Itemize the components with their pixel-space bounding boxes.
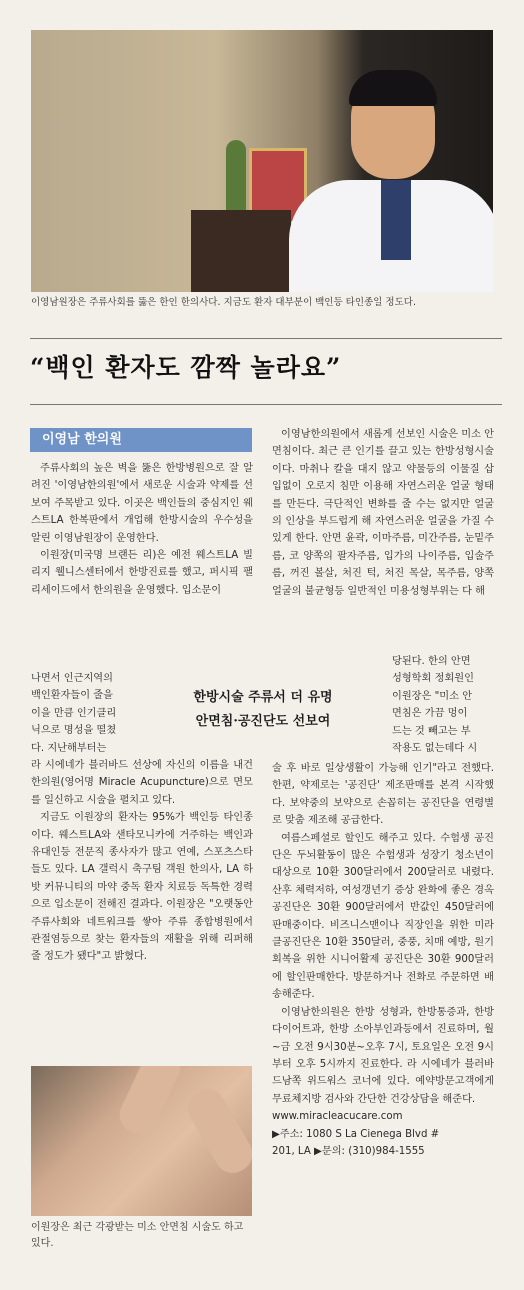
doctor-photo — [31, 30, 493, 292]
hand-image — [181, 1083, 252, 1180]
top-photo-caption: 이영남원장은 주류사회를 뚫은 한인 한의사다. 지금도 환자 대부분이 백인등 타인종일 정도다. — [31, 297, 416, 308]
right-column — [272, 426, 494, 600]
pullquote — [134, 682, 392, 756]
left-column-bottom — [31, 757, 253, 966]
bottom-photo-caption: 이원장은 최근 각광받는 미소 안면침 시술도 하고 있다. — [31, 1222, 244, 1249]
paragraph-line: 나면서 인근지역의 — [31, 673, 113, 684]
paragraph-line: 이을 만큼 인기클리 — [31, 707, 117, 719]
doctor-scrub-image — [381, 180, 411, 260]
paragraph-line: 닉으로 명성을 떨쳤 — [31, 725, 117, 737]
paragraph-line: 면침은 가끔 멍이 — [392, 708, 468, 720]
pullquote-line: 한방시술 주류서 더 유명 — [193, 690, 333, 705]
paragraph: 주류사회의 높은 벽을 뚫은 한방병원으로 잘 알려진 '이영남한의원'에서 새로운 시술과 약제를 선보여 주목받고 있다. 이곳은 백인들의 중심지인 웨스트LA 한복판에서 개업해 한방시술의 우수성을 알린 이영남원장이 운영한다. — [31, 463, 253, 544]
left-column-wrap — [31, 670, 133, 757]
paragraph: 여름스페셜로 할인도 해주고 있다. 수험생 공진단은 두뇌활동이 많은 수험생과 성장기 청소년이 대상으로 10환 300달러에서 200달러로 내렸다. 산후 체력저하, 여성갱년기 증상 완화에 좋은 경옥공진단은 30환 900달러에서 반값인 450달러에 판매중이다. 비즈니스맨이나 직장인을 위한 미라클공진단은 10환 350달러, 중풍, 치매 예방, 원기 회복을 위한 시니어활제 공진단은 30환 900달러에 할인판매한다. 방문하거나 전화로 주문하면 배송해준다. — [272, 832, 494, 1001]
pullquote-line: 안면침·공진단도 선보여 — [195, 714, 331, 729]
headline: “백인 환자도 깜짝 놀라요” — [30, 353, 342, 382]
divider — [30, 338, 502, 339]
right-column-wrap — [392, 653, 494, 757]
website-link[interactable]: www.miracleacucare.com — [272, 1111, 403, 1123]
divider — [30, 404, 502, 405]
address-line: ▶주소: 1080 S La Cienega Blvd # — [272, 1128, 440, 1140]
paragraph: 이영남한의원에서 새롭게 선보인 시술은 미소 안면침이다. 최근 큰 인기를 끌고 있는 한방성형시술이다. 마취나 칼을 대지 않고 약물등의 이물질 삽입없이 오로지 침만 이용해 자연스러운 얼굴 형태를 만든다. 극단적인 변화를 줄 수는 없지만 얼굴의 인상을 부드럽게 해 자연스러운 얼굴을 가질 수 있게 한다. 안면 윤곽, 이마주름, 미간주름, 눈밑주름, 코 양쪽의 팔자주름, 입가의 나이주름, 입술주름, 꺼진 볼살, 처진 턱, 처진 목살, 목주름, 양쪽 얼굴의 불균형등 일반적인 미용성형부위는 다 해 — [272, 429, 495, 597]
paragraph: 이영남한의원은 한방 성형과, 한방통증과, 한방 다이어트과, 한방 소아부인과등에서 진료하며, 월~금 오전 9시30분~오후 7시, 토요일은 오전 9시부터 오후 5시까지 진료한다. 라 시에네가 블러바드남쪽 위드워스 코너에 있다. 예약방문고객에게 무료체지방 검사와 간단한 건강상담을 해준다. — [272, 1006, 494, 1105]
paragraph-line: 백인환자들이 줄을 — [31, 690, 113, 702]
left-column — [31, 460, 253, 599]
paragraph-line: 성형학회 정회원인 — [392, 673, 474, 685]
doctor-hair-image — [349, 70, 437, 106]
paragraph: 술 후 바로 일상생활이 가능해 인기"라고 전했다. 한편, 약제로는 '공진단' 제조판매를 본격 시작했다. 보약중의 보약으로 손꼽히는 공진단을 연령별로 맞춤 제조해 공급한다. — [272, 763, 494, 827]
section-badge: 이영남 한의원 — [30, 428, 252, 452]
paragraph-line: 당된다. 한의 안면 — [392, 656, 471, 667]
paragraph: 지금도 이원장의 환자는 95%가 백인등 타인종이다. 웨스트LA와 샌타모니카에 거주하는 백인과 유대인등 전문직 종사자가 많고 연예, 스포츠스타들도 있다. LA 갤럭시 축구팀 객원 한의사, LA 하밧 커뮤니티의 마약 중독 환자 치료등 독특한 경력으로 입소문이 전해진 결과다. 이원장은 "오랫동안 주류사회와 네트워크를 쌓아 주류 종합병원에서 관절염등으로 찾는 환자들의 재활을 위해 리퍼해줄 정도가 됐다"고 밝혔다. — [31, 812, 253, 963]
contact-line: 201, LA ▶문의: (310)984-1555 — [272, 1145, 425, 1157]
paragraph-line: 드는 것 빼고는 부 — [392, 725, 471, 737]
paragraph-line: 이원장은 "미소 안 — [392, 690, 473, 702]
plant-image — [226, 140, 246, 210]
hand-image — [114, 1066, 186, 1140]
paragraph: 이원장(미국명 브랜든 리)은 예전 웨스트LA 빌리지 웰니스센터에서 한방진료를 했고, 퍼시픽 팰리세이드에서 한의원을 운영했다. 입소문이 — [31, 550, 253, 596]
right-column-bottom — [272, 760, 494, 1160]
cabinet-image — [191, 210, 291, 292]
acupuncture-photo — [31, 1066, 252, 1216]
paragraph: 라 시에네가 블러바드 선상에 자신의 이름을 내건 한의원(영어명 Miracle Acupuncture)으로 면모를 일신하고 시술을 펼치고 있다. — [31, 760, 253, 806]
paragraph-line: 작용도 없는데다 시 — [392, 743, 478, 755]
paragraph-line: 다. 지난해부터는 — [31, 742, 107, 754]
